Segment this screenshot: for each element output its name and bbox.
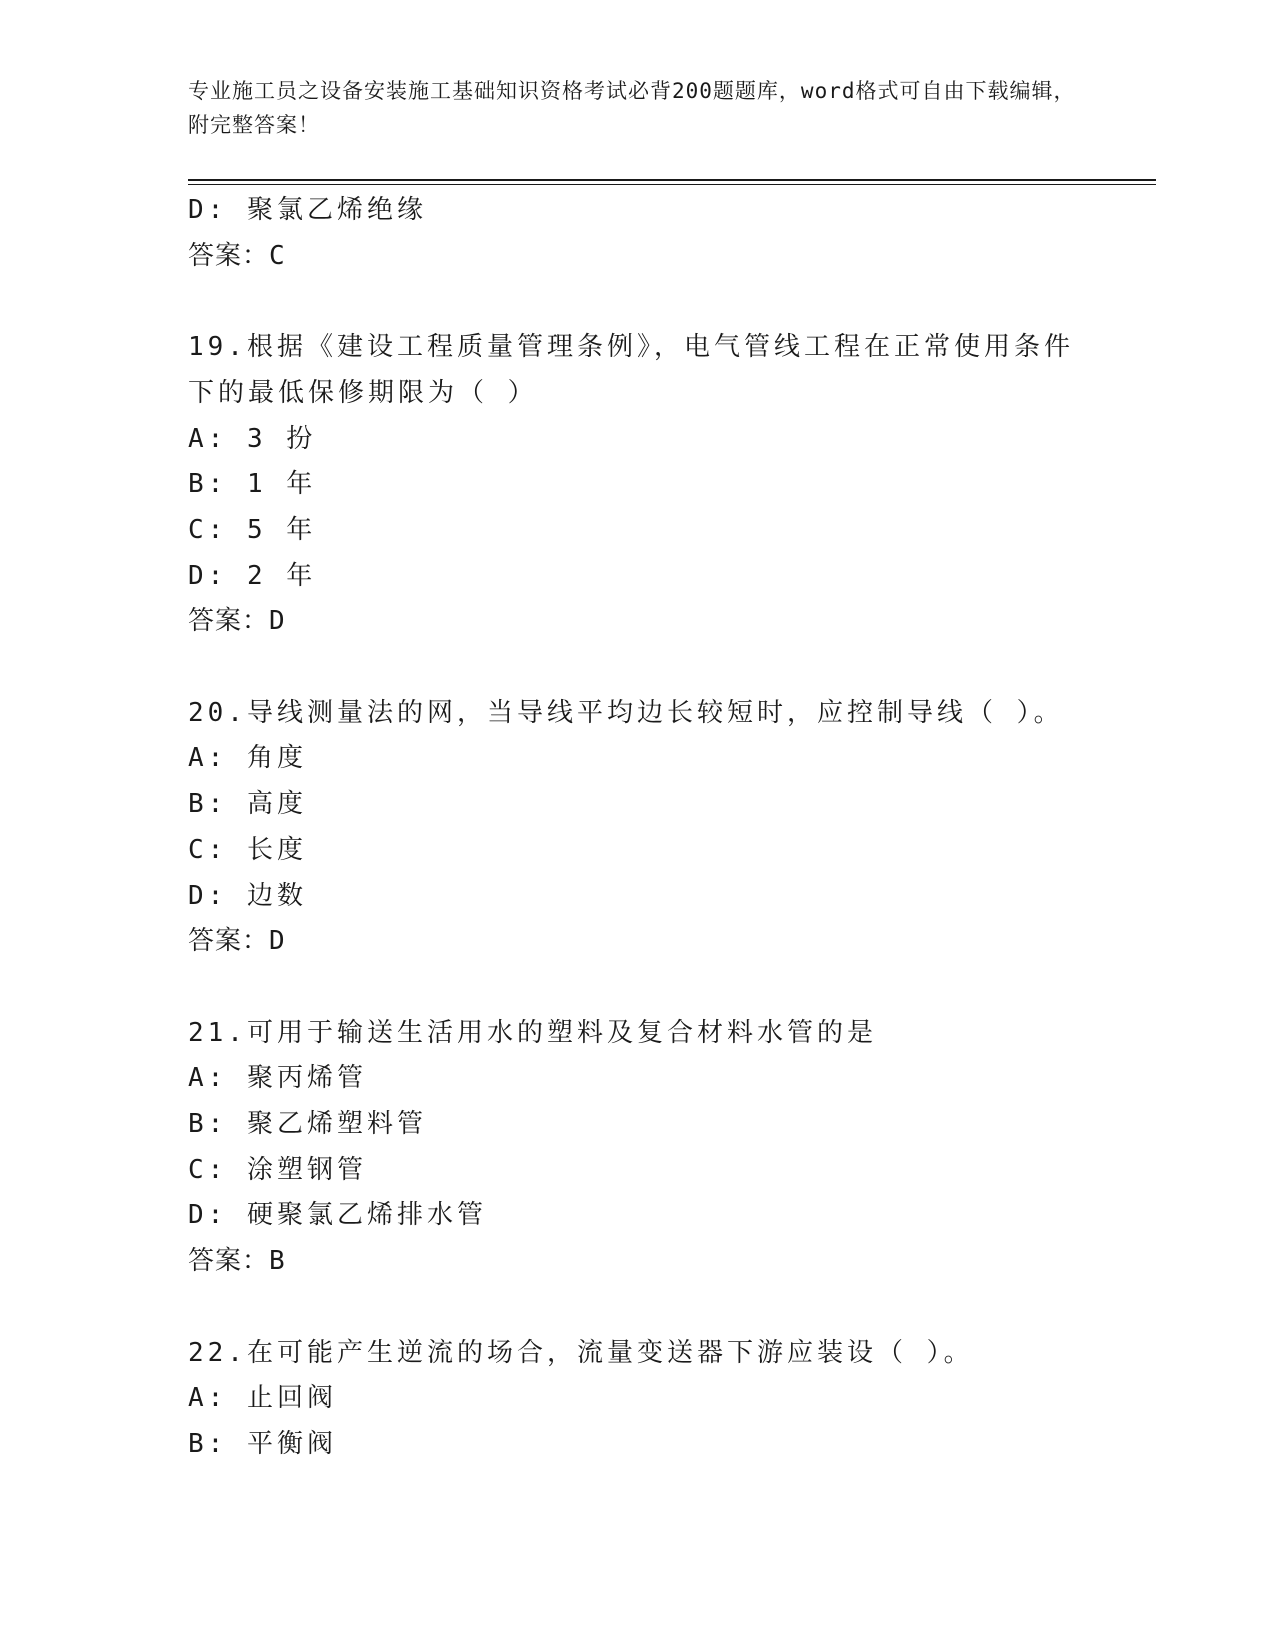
option-b: B: 平衡阀 <box>188 1428 337 1459</box>
option-a: A: 角度 <box>188 743 307 774</box>
option-c: C: 长度 <box>188 834 307 865</box>
question-19 <box>188 325 1088 645</box>
header-divider <box>188 179 1156 185</box>
option-b: B: 1 年 <box>188 469 317 500</box>
question-title: 19.根据《建设工程质量管理条例》，电气管线工程在正常使用条件下的最低保修期限为（ ） <box>188 332 1074 408</box>
answer: 答案：D <box>188 606 286 637</box>
question-21 <box>188 1011 1088 1285</box>
question-title: 22.在可能产生逆流的场合，流量变送器下游应装设（ ）。 <box>188 1337 974 1368</box>
option-c: C: 涂塑钢管 <box>188 1154 367 1185</box>
answer: 答案：D <box>188 926 286 957</box>
option-d: D: 2 年 <box>188 560 317 591</box>
option-a: A: 止回阀 <box>188 1383 337 1414</box>
option-d: D: 边数 <box>188 880 307 911</box>
question-title: 21.可用于输送生活用水的塑料及复合材料水管的是 <box>188 1017 877 1048</box>
spacer <box>188 965 1088 1011</box>
document-body <box>188 188 1088 1468</box>
question-22 <box>188 1331 1088 1468</box>
option-a: A: 3 扮 <box>188 423 317 454</box>
spacer <box>188 1285 1088 1331</box>
answer: 答案：B <box>188 1246 286 1277</box>
prev-option-d: D: 聚氯乙烯绝缘 <box>188 195 427 225</box>
spacer <box>188 279 1088 325</box>
question-title: 20.导线测量法的网，当导线平均边长较短时，应控制导线（ ）。 <box>188 697 1064 728</box>
option-b: B: 高度 <box>188 789 307 820</box>
prev-answer: 答案：C <box>188 240 286 271</box>
option-d: D: 硬聚氯乙烯排水管 <box>188 1200 487 1231</box>
option-b: B: 聚乙烯塑料管 <box>188 1109 427 1140</box>
option-c: C: 5 年 <box>188 514 317 545</box>
question-20 <box>188 691 1088 965</box>
document-header: 专业施工员之设备安装施工基础知识资格考试必背200题题库，word格式可自由下载编辑，附完整答案！ <box>188 79 1076 137</box>
spacer <box>188 645 1088 691</box>
option-a: A: 聚丙烯管 <box>188 1063 367 1094</box>
